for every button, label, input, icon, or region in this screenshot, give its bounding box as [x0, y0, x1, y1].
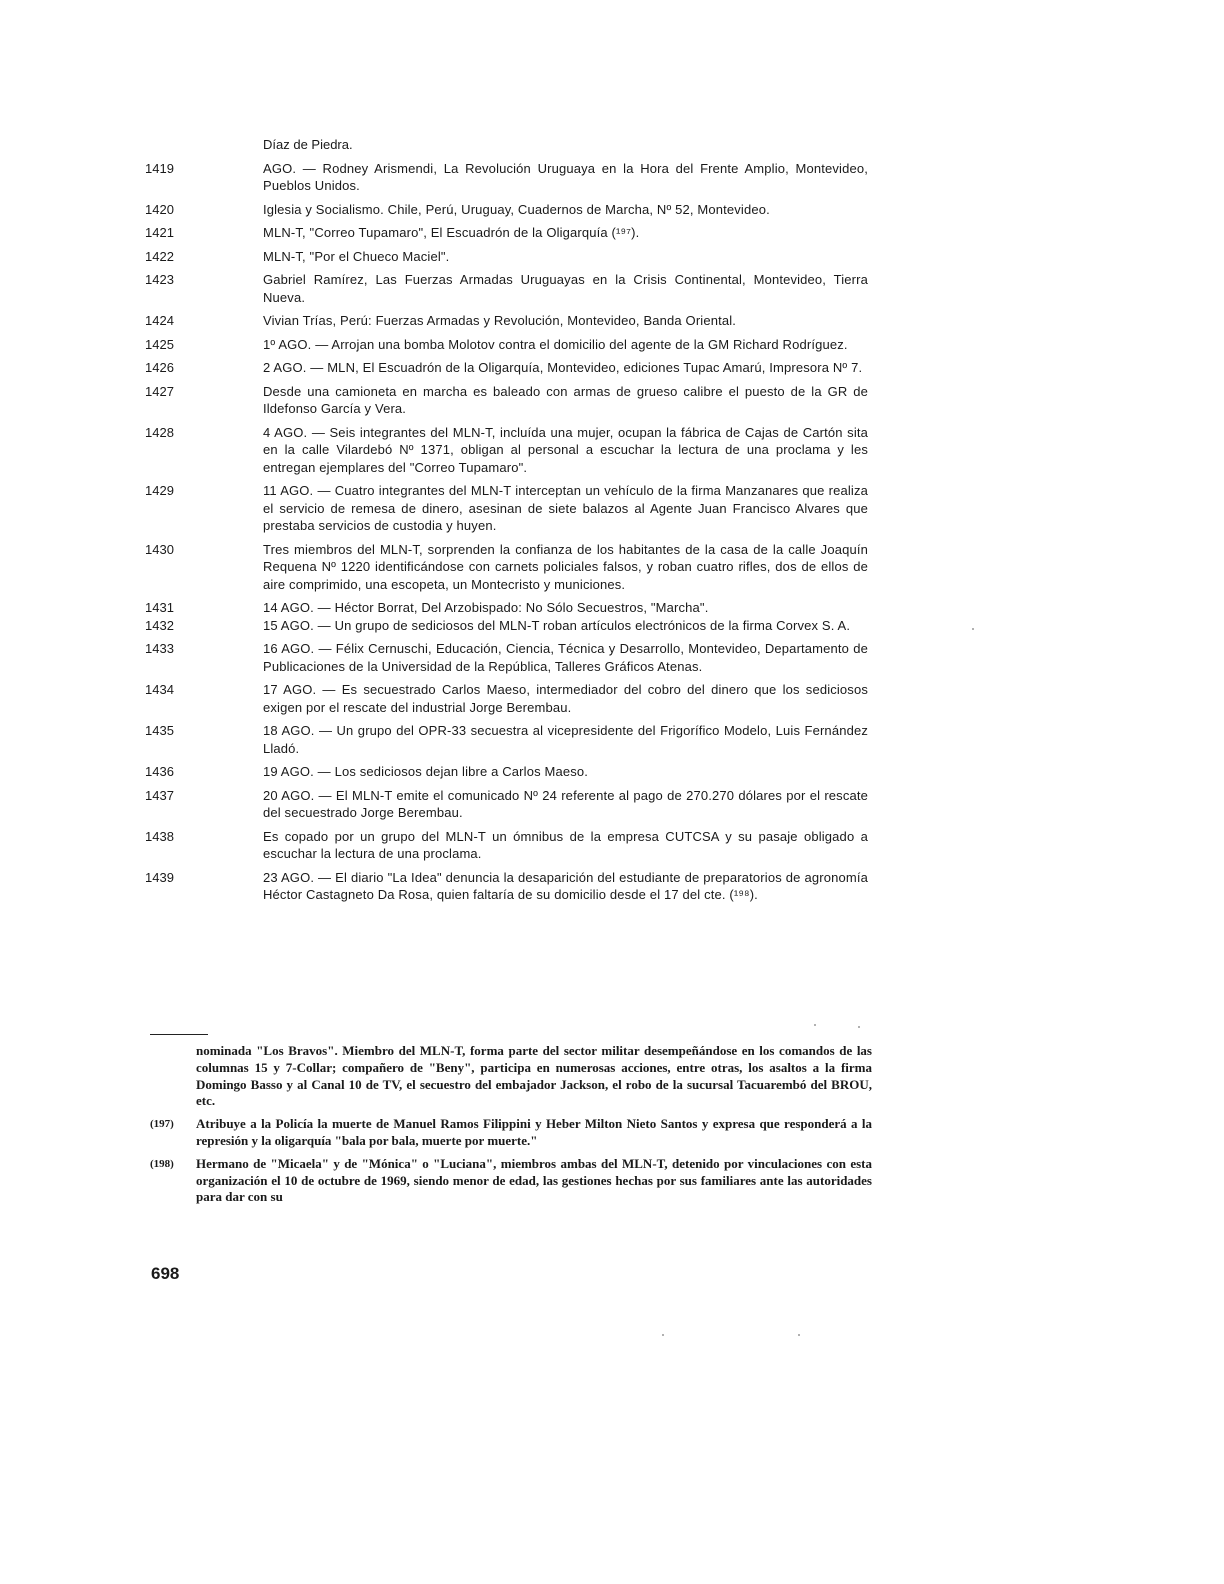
- entry-1435: [145, 722, 875, 757]
- footnote-197: [150, 1116, 874, 1150]
- entry-number: 1437: [145, 787, 174, 803]
- entry-1433: [145, 640, 875, 675]
- entry-text: 1º AGO. — Arrojan una bomba Molotov contra el domicilio del agente de la GM Richard Rodríguez.: [263, 336, 848, 352]
- entry-number: 1434: [145, 682, 174, 697]
- chronology-list: [145, 136, 875, 910]
- entry-1437: [145, 787, 875, 822]
- entry-1428: [145, 424, 875, 477]
- entry-text: AGO. — Rodney Arismendi, La Revolución Uruguaya en la Hora del Frente Amplio, Montevideo, Pueblos Unidos.: [263, 160, 868, 193]
- entry-text: MLN-T, "Correo Tupamaro", El Escuadrón de la Oligarquía (¹⁹⁷).: [263, 225, 640, 240]
- entry-1424: [145, 312, 875, 330]
- entry-text: 11 AGO. — Cuatro integrantes del MLN-T interceptan un vehículo de la firma Manzanares que realiza el servicio de remesa de dinero, asesinan de siete balazos al Agente Juan Francisco Alvares que prestaba servicios de custodia y huyen.: [263, 483, 868, 533]
- entry-text: MLN-T, "Por el Chueco Maciel".: [263, 248, 450, 264]
- entry-text: 16 AGO. — Félix Cernuschi, Educación, Ciencia, Técnica y Desarrollo, Montevideo, Departamento de Publicaciones de la Universidad de la República, Talleres Gráficos Atenas.: [263, 641, 868, 674]
- entry-number: 1433: [145, 641, 174, 656]
- entry-1432: [145, 617, 875, 635]
- entry-number: 1435: [145, 723, 174, 738]
- entry-1429: [145, 482, 875, 535]
- scan-speck: [814, 1024, 816, 1026]
- entry-number: 1420: [145, 201, 174, 217]
- entry-text: 23 AGO. — El diario "La Idea" denuncia la desaparición del estudiante de preparatorios de agronomía Héctor Castagneto Da Rosa, quien faltaría de su domicilio desde el 17 del cte. (¹⁹⁸).: [263, 869, 868, 902]
- continued-entry-text: Díaz de Piedra.: [263, 137, 353, 152]
- footnote-text: Atribuye a la Policía la muerte de Manuel Ramos Filippini y Heber Milton Nieto Santos y expresa que responderá a la represión y la oligarquía "bala por bala, muerte por muerte.": [196, 1116, 872, 1148]
- footnote-198: [150, 1156, 874, 1206]
- entry-text: Tres miembros del MLN-T, sorprenden la confianza de los habitantes de la casa de la calle Joaquín Requena Nº 1220 identificándose con carnets policiales falsos, y roban cuatro rifles, dos de ellos de aire comprimido, una escopeta, un Montecristo y municiones.: [263, 541, 868, 592]
- entry-1434: [145, 681, 875, 716]
- scan-speck: [662, 1334, 664, 1336]
- entry-number: 1431: [145, 600, 174, 615]
- entry-number: 1421: [145, 225, 174, 240]
- entry-number: 1423: [145, 272, 174, 287]
- entry-1421: [145, 224, 875, 242]
- entry-number: 1438: [145, 828, 174, 844]
- entry-text: Es copado por un grupo del MLN-T un ómnibus de la empresa CUTCSA y su pasaje obligado a escuchar la lectura de una proclama.: [263, 828, 868, 861]
- entry-1436: [145, 763, 875, 781]
- entry-text: 19 AGO. — Los sediciosos dejan libre a Carlos Maeso.: [263, 764, 589, 779]
- entry-1426: [145, 359, 875, 377]
- entry-number: 1432: [145, 617, 174, 633]
- entry-1425: [145, 336, 875, 354]
- entry-number: 1427: [145, 383, 174, 399]
- entry-text: Vivian Trías, Perú: Fuerzas Armadas y Revolución, Montevideo, Banda Oriental.: [263, 313, 737, 328]
- entry-text: 2 AGO. — MLN, El Escuadrón de la Oligarquía, Montevideo, ediciones Tupac Amarú, Impresora Nº 7.: [263, 360, 863, 375]
- scan-speck: [858, 1026, 860, 1028]
- entry-1427: [145, 383, 875, 418]
- entry-number: 1426: [145, 360, 174, 375]
- entry-1420: [145, 201, 875, 219]
- entry-text: Gabriel Ramírez, Las Fuerzas Armadas Uruguayas en la Crisis Continental, Montevideo, Tierra Nueva.: [263, 272, 868, 305]
- footnote-text: Hermano de "Micaela" y de "Mónica" o "Luciana", miembros ambas del MLN-T, detenido por vinculaciones con esta organización el 10 de octubre de 1969, siendo menor de edad, las gestiones hechas por sus familiares ante las autoridades para dar con su: [196, 1155, 872, 1205]
- entry-number: 1436: [145, 764, 174, 779]
- entry-number: 1439: [145, 869, 174, 885]
- entry-1422: [145, 248, 875, 266]
- entry-number: 1425: [145, 336, 174, 352]
- entry-number: 1429: [145, 483, 174, 498]
- entry-text: 20 AGO. — El MLN-T emite el comunicado Nº 24 referente al pago de 270.270 dólares por el rescate del secuestrado Jorge Berembau.: [263, 787, 868, 820]
- entry-1423: [145, 271, 875, 306]
- entry-1431: [145, 599, 875, 617]
- footnote-divider: [150, 1034, 208, 1035]
- entry-text: 17 AGO. — Es secuestrado Carlos Maeso, intermediador del cobro del dinero que los sediciosos exigen por el rescate del industrial Jorge Berembau.: [263, 682, 868, 715]
- footnote-number: (197): [150, 1118, 174, 1131]
- entry-number: 1428: [145, 424, 174, 440]
- entry-1438: [145, 828, 875, 863]
- page-number: 698: [151, 1264, 180, 1283]
- entry-1439: [145, 869, 875, 904]
- entry-text: 15 AGO. — Un grupo de sediciosos del MLN-T roban artículos electrónicos de la firma Corvex S. A.: [263, 617, 851, 633]
- entry-text: Iglesia y Socialismo. Chile, Perú, Uruguay, Cuadernos de Marcha, Nº 52, Montevideo.: [263, 201, 770, 217]
- entry-number: 1430: [145, 541, 174, 557]
- entry-number: 1422: [145, 248, 174, 264]
- entry-text: 18 AGO. — Un grupo del OPR-33 secuestra al vicepresidente del Frigorífico Modelo, Luis Fernández Lladó.: [263, 723, 868, 756]
- entry-text: Desde una camioneta en marcha es baleado con armas de grueso calibre el puesto de la GR de Ildefonso García y Vera.: [263, 383, 868, 416]
- entry-1430: [145, 541, 875, 594]
- footnote-number: (198): [150, 1157, 174, 1170]
- scan-speck: [798, 1334, 800, 1336]
- footnote-continuation: nominada "Los Bravos". Miembro del MLN-T, forma parte del sector militar desempeñándose en los comandos de las columnas 15 y 7-Collar; compañero de "Beny", participa en numerosas acciones, entre otras, los asaltos a la firma Domingo Basso y al Canal 10 de TV, el secuestro del embajador Jackson, el robo de la sucursal Tacuarembó del BROU, etc.: [196, 1043, 872, 1109]
- entry-text: 14 AGO. — Héctor Borrat, Del Arzobispado: No Sólo Secuestros, "Marcha".: [263, 600, 709, 615]
- entry-1419: [145, 160, 875, 195]
- entry-number: 1424: [145, 313, 174, 328]
- entry-text: 4 AGO. — Seis integrantes del MLN-T, incluída una mujer, ocupan la fábrica de Cajas de Cartón sita en la calle Vilardebó Nº 1371, obligan al personal a escuchar la lectura de una proclama y les entregan ejemplares del "Correo Tupamaro".: [263, 424, 868, 475]
- scan-speck: [972, 628, 974, 630]
- entry-number: 1419: [145, 160, 174, 176]
- footnotes-section: [150, 1034, 874, 1212]
